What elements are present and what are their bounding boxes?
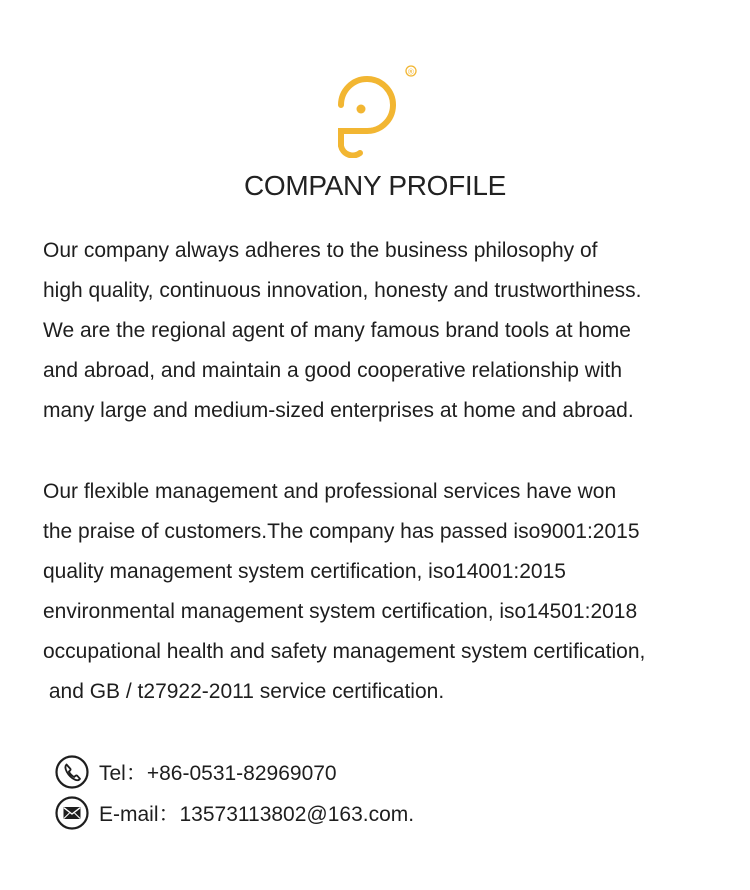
paragraph-line: quality management system certification, iso14001:2015 (43, 560, 566, 583)
paragraph-line: environmental management system certification, iso14501:2018 (43, 600, 638, 623)
profile-paragraph-1 (43, 231, 641, 431)
paragraph-line: Our company always adheres to the business philosophy of (43, 239, 598, 262)
paragraph-line: Our flexible management and professional services have won (43, 480, 617, 503)
paragraph-line: occupational health and safety management system certification, (43, 640, 646, 663)
profile-paragraph-2 (43, 472, 645, 712)
page-title: COMPANY PROFILE (243, 170, 507, 201)
phone-text[interactable]: Tel：+86-0531-82969070 (99, 762, 337, 785)
paragraph-line: and GB / t27922-2011 service certification. (43, 680, 445, 703)
envelope-icon (55, 796, 89, 830)
registered-mark: ® (408, 67, 414, 77)
contact-phone (55, 754, 337, 790)
paragraph-line: high quality, continuous innovation, honesty and trustworthiness. (43, 279, 642, 302)
paragraph-line: and abroad, and maintain a good cooperative relationship with (43, 359, 623, 382)
phone-icon (55, 755, 89, 789)
contact-email (55, 795, 414, 831)
brand-logo-icon (330, 62, 420, 158)
paragraph-line: many large and medium-sized enterprises at home and abroad. (43, 399, 634, 422)
paragraph-line: the praise of customers.The company has passed iso9001:2015 (43, 520, 640, 543)
paragraph-line: We are the regional agent of many famous brand tools at home (43, 319, 631, 342)
email-text[interactable]: E-mail：13573113802@163.com. (99, 803, 415, 826)
